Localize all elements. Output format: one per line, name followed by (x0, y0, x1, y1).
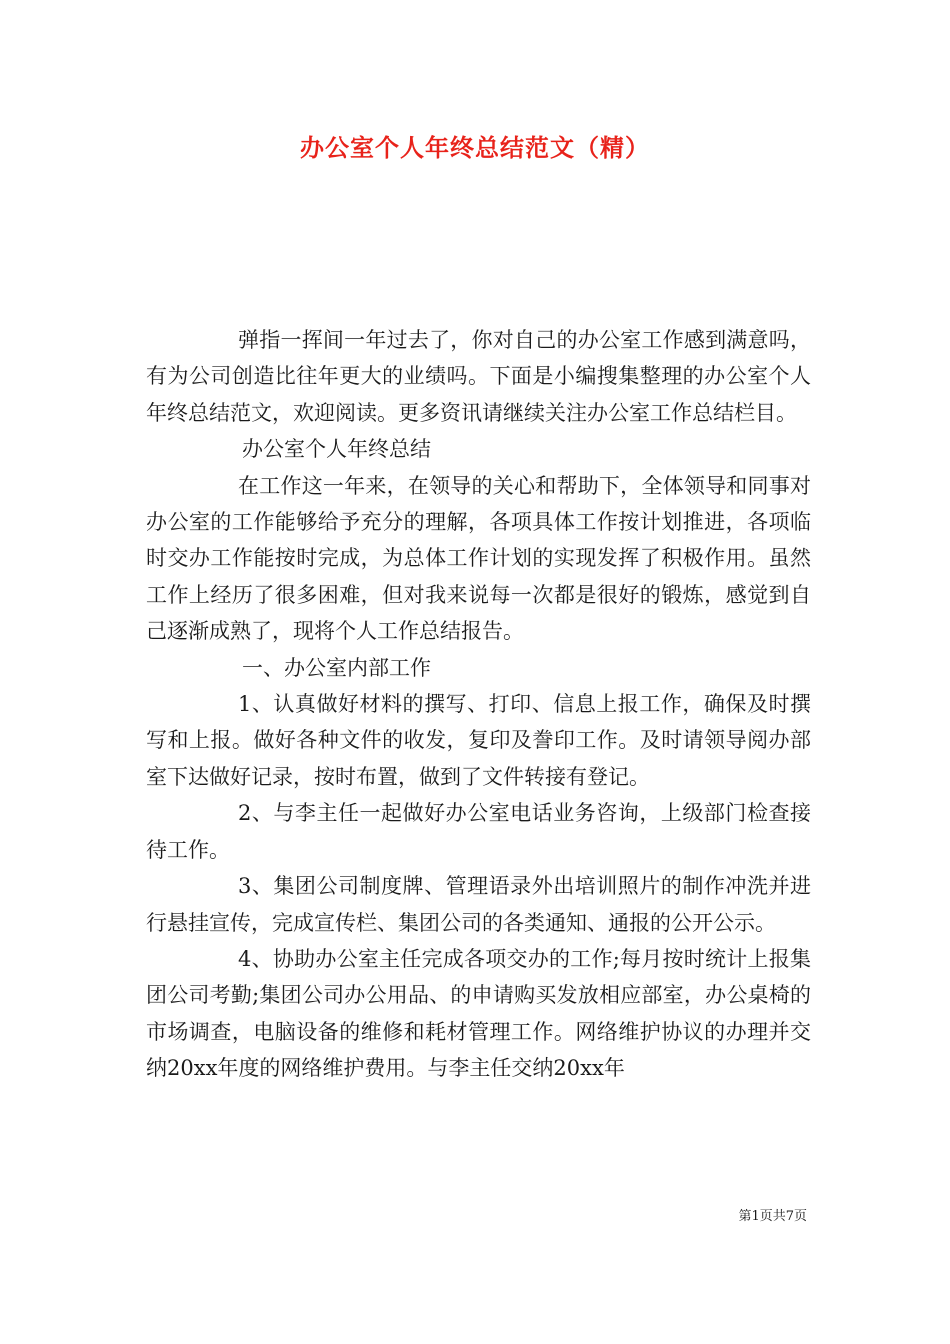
intro-paragraph: 弹指一挥间一年过去了，你对自己的办公室工作感到满意吗，有为公司创造比往年更大的业绩吗。下面是小编搜集整理的办公室个人年终总结范文，欢迎阅读。更多资讯请继续关注办公室工作总结栏目。 (146, 328, 811, 425)
document-title: 办公室个人年终总结范文（精） (300, 133, 650, 162)
section-heading-internal-work: 一、办公室内部工作 (242, 655, 431, 680)
list-item-2: 2、与李主任一起做好办公室电话业务咨询，上级部门检查接待工作。 (146, 801, 811, 862)
summary-paragraph: 在工作这一年来，在领导的关心和帮助下，全体领导和同事对办公室的工作能够给予充分的理解，各项具体工作按计划推进，各项临时交办工作能按时完成，为总体工作计划的实现发挥了积极作用。虽然工作上经历了很多困难，但对我来说每一次都是很好的锻炼，感觉到自己逐渐成熟了，现将个人工作总结报告。 (146, 473, 811, 644)
list-item-1: 1、认真做好材料的撰写、打印、信息上报工作，确保及时撰写和上报。做好各种文件的收发，复印及誊印工作。及时请领导阅办部室下达做好记录，按时布置，做到了文件转接有登记。 (146, 692, 811, 789)
document-body (146, 322, 811, 1087)
section-title: 办公室个人年终总结 (242, 437, 431, 462)
page-number: 第1页共7页 (738, 1209, 807, 1224)
list-item-4: 4、协助办公室主任完成各项交办的工作;每月按时统计上报集团公司考勤;集团公司办公用品、的申请购买发放相应部室，办公桌椅的市场调查，电脑设备的维修和耗材管理工作。网络维护协议的办理并交纳20xx年度的网络维护费用。与李主任交纳20xx年 (146, 946, 811, 1081)
list-item-3: 3、集团公司制度牌、管理语录外出培训照片的制作冲洗并进行悬挂宣传，完成宣传栏、集团公司的各类通知、通报的公开公示。 (146, 874, 811, 935)
